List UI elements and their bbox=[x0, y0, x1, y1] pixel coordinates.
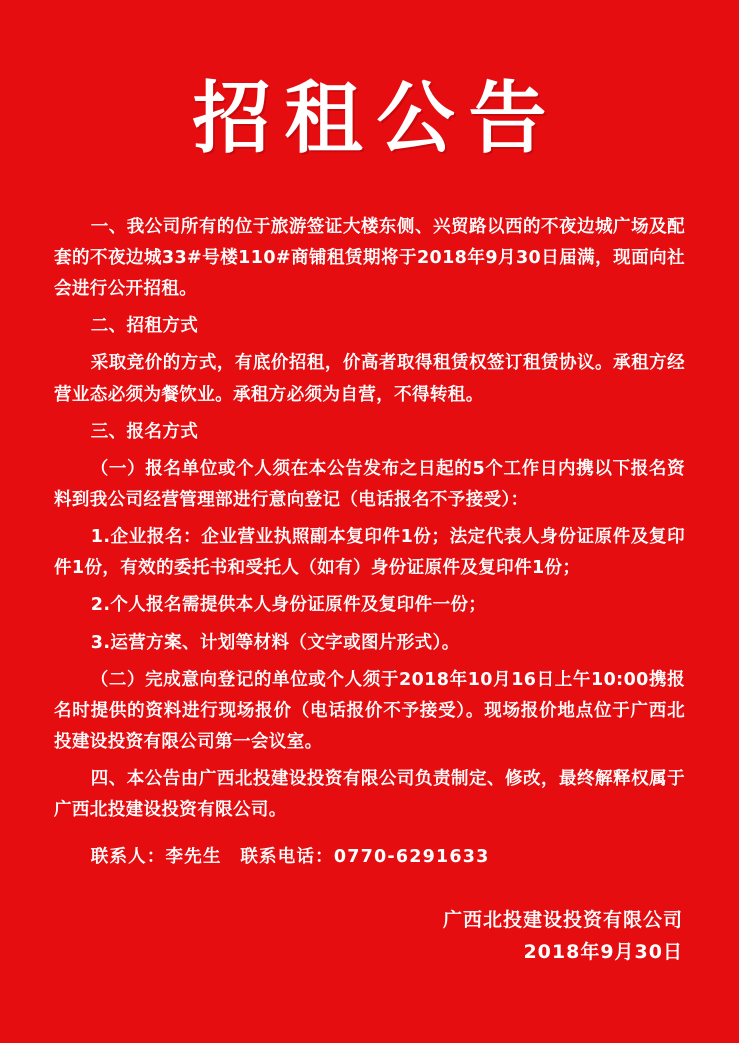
paragraph-7: 2.个人报名需提供本人身份证原件及复印件一份； bbox=[90, 595, 487, 616]
paragraph-2: 二、招租方式 bbox=[90, 316, 199, 337]
paragraph-10: 四、本公告由广西北投建设投资有限公司负责制定、修改，最终解释权属于广西北投建设投资有限公司。 bbox=[54, 769, 685, 821]
paragraph-6: 1.企业报名：企业营业执照副本复印件1份；法定代表人身份证原件及复印件1份，有效的委托书和受托人（如有）身份证原件及复印件1份； bbox=[54, 527, 685, 579]
announcement-body bbox=[0, 160, 739, 874]
signature-date: 2018年9月30日 bbox=[523, 940, 683, 963]
paragraph-4: 三、报名方式 bbox=[90, 421, 199, 442]
paragraph-8: 3.运营方案、计划等材料（文字或图片形式）。 bbox=[90, 632, 460, 653]
page-title: 招租公告 bbox=[192, 73, 561, 164]
paragraph-3: 采取竞价的方式，有底价招租，价高者取得租赁权签订租赁协议。承租方经营业态必须为餐饮业。承租方必须为自营，不得转租。 bbox=[54, 353, 685, 405]
paragraph-1: 一、我公司所有的位于旅游签证大楼东侧、兴贸路以西的不夜边城广场及配套的不夜边城33#号楼110#商铺租赁期将于2018年9月30日届满，现面向社会进行公开招租。 bbox=[54, 216, 685, 300]
signature-block bbox=[0, 904, 739, 969]
paragraph-5: （一）报名单位或个人须在本公告发布之日起的5个工作日内携以下报名资料到我公司经营管理部进行意向登记（电话报名不予接受）： bbox=[54, 458, 685, 511]
signature-company: 广西北投建设投资有限公司 bbox=[442, 908, 683, 931]
paragraph-9: （二）完成意向登记的单位或个人须于2018年10月16日上午10:00携报名时提供的资料进行现场报价（电话报价不予接受）。现场报价地点位于广西北投建设投资有限公司第一会议室。 bbox=[54, 669, 685, 752]
contact-line: 联系人：李先生 联系电话：0770-6291633 bbox=[90, 847, 490, 868]
